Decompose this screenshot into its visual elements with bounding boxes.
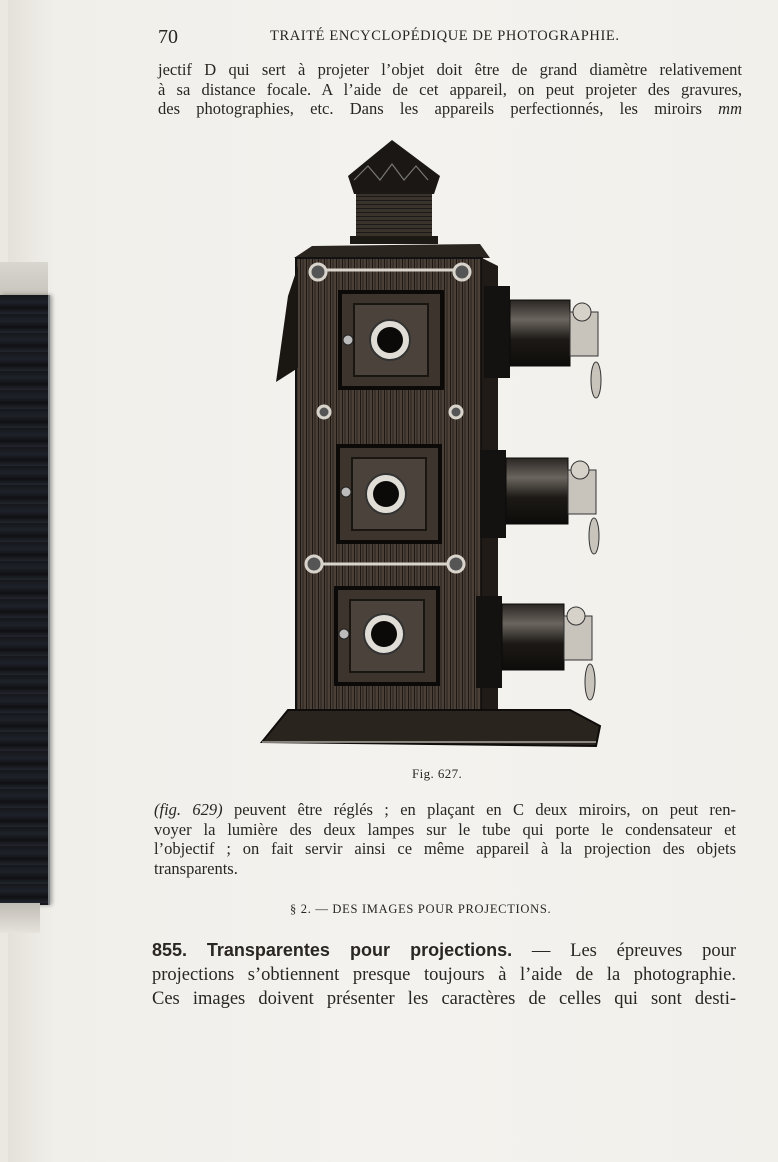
panels [336, 292, 442, 684]
page-number: 70 [158, 26, 178, 48]
base-plinth [262, 710, 600, 746]
chimney [348, 140, 440, 244]
figure-caption: Fig. 627. [412, 766, 463, 781]
text-line: projections s’obtiennent presque toujours à l’aide de la photographie. [152, 965, 736, 985]
text-line: l’objectif ; on fait servir ainsi ce même appareil à la projection des objets [154, 839, 736, 859]
text-line: jectif D qui sert à projeter l’objet doit être de grand diamètre relativement [158, 60, 742, 79]
text-fragment: des photographies, etc. Dans les appareils perfectionnés, les miroirs [158, 99, 719, 119]
text-line: à sa distance focale. A l’aide de cet appareil, on peut projeter des gravures, [158, 79, 742, 99]
text-line: voyer la lumière des deux lampes sur le tube qui porte le condensateur et [154, 819, 736, 839]
bottom-paragraph [152, 938, 736, 1011]
binding-edge [0, 262, 48, 298]
top-paragraph [158, 60, 742, 119]
text-line [158, 99, 742, 119]
text-fragment: peuvent être réglés ; en plaçant en C deux miroirs, on peut ren- [222, 800, 736, 819]
italic-fragment: mm [718, 99, 742, 119]
book-binding [0, 295, 50, 905]
binding-foot [0, 903, 40, 933]
paragraph-title: Transparentes pour projections. [206, 940, 513, 960]
projector-illustration [258, 136, 638, 752]
middle-paragraph [154, 800, 736, 878]
text-fragment: — Les épreuves pour [512, 941, 737, 961]
text-line: Ces images doivent présenter les caractères de celles qui sont desti- [152, 989, 736, 1009]
italic-fragment: (fig. 629) [154, 800, 223, 819]
text-line: transparents. [154, 858, 238, 878]
running-head: TRAITÉ ENCYCLOPÉDIQUE DE PHOTOGRAPHIE. [270, 28, 620, 44]
paragraph-number: 855. [152, 940, 188, 960]
lens-tubes [476, 286, 601, 700]
text-line [154, 800, 736, 820]
text-line [152, 938, 736, 963]
page-header [158, 26, 742, 50]
section-heading: § 2. — DES IMAGES POUR PROJECTIONS. [290, 902, 552, 916]
